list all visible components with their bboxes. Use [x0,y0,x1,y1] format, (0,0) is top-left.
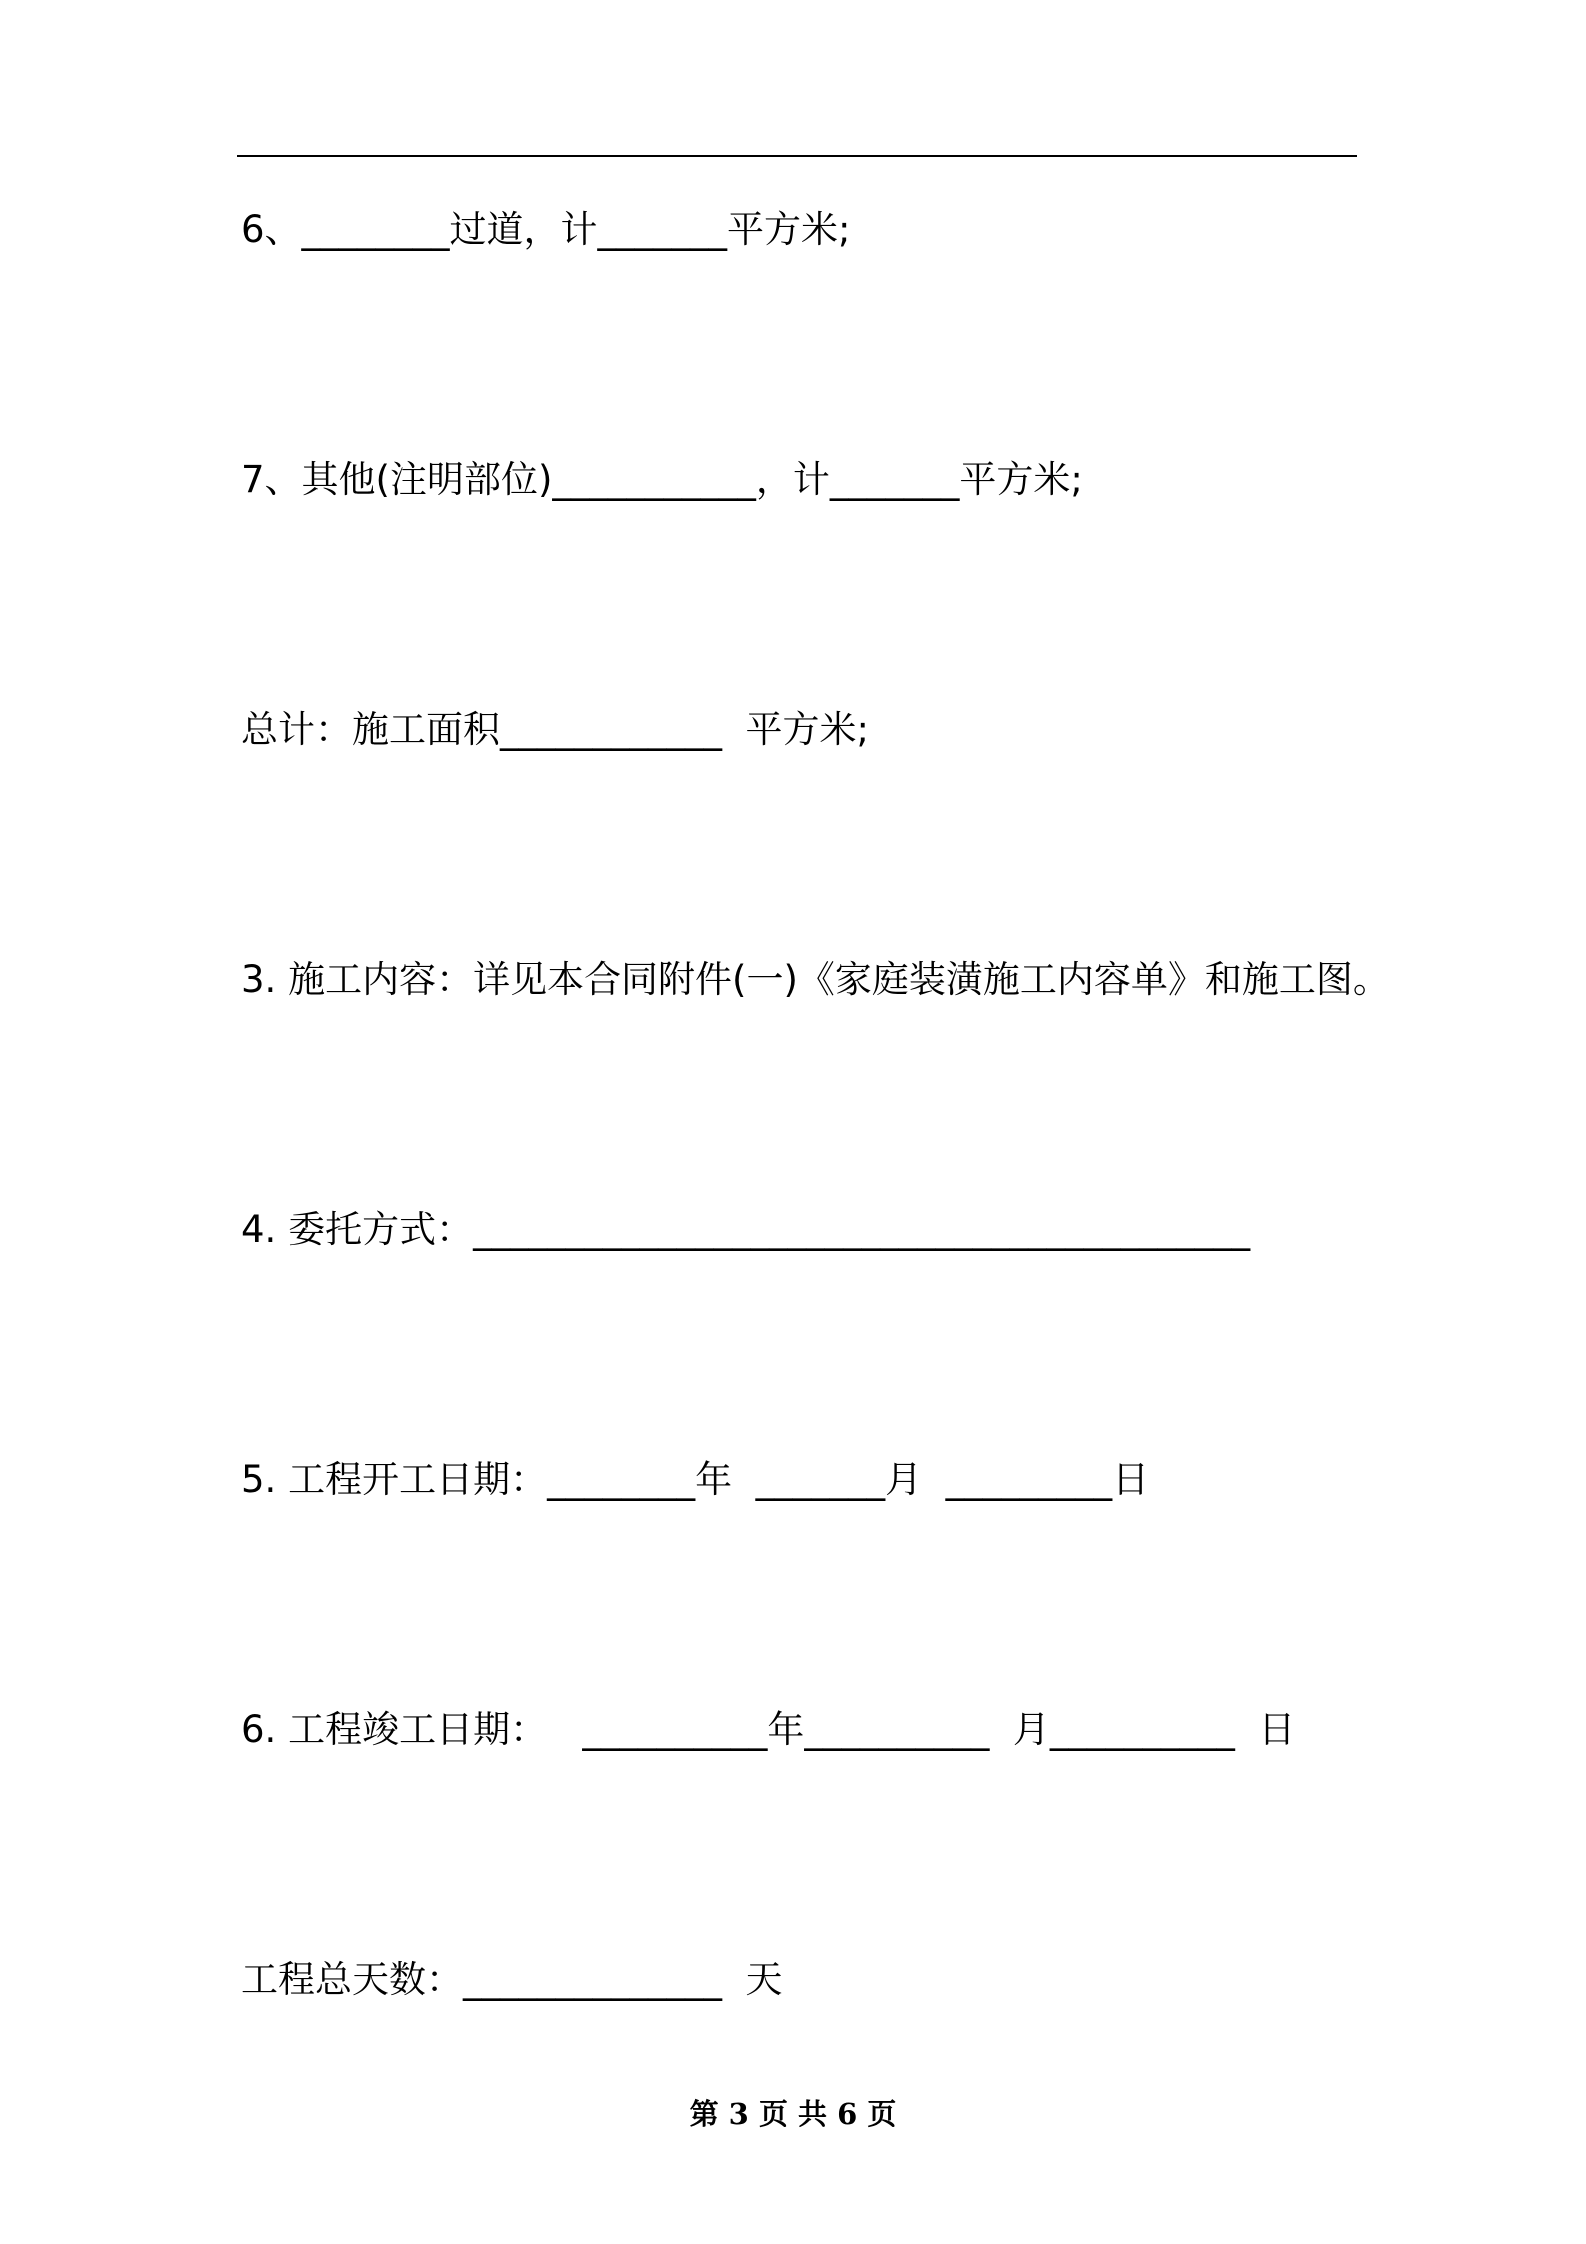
line-start-date: 5. 工程开工日期：________年 _______月 _________日 [241,1458,1150,1501]
page-number-footer: 第 3 页 共 6 页 [689,2097,897,2131]
line-passage-area: 6、________过道，计_______平方米; [241,208,851,251]
line-other-area: 7、其他(注明部位)___________，计_______平方米; [241,458,1083,501]
line-total-area: 总计：施工面积____________ 平方米; [241,708,869,751]
header-rule [237,155,1357,157]
line-total-days: 工程总天数：______________ 天 [241,1958,783,2001]
line-completion-date: 6. 工程竣工日期： __________年__________ 月__________ 日 [241,1708,1296,1751]
line-commission-method: 4. 委托方式：__________________________________________ [241,1208,1251,1251]
line-construction-content: 3. 施工内容：详见本合同附件(一)《家庭装潢施工内容单》和施工图。 [241,958,1390,1001]
